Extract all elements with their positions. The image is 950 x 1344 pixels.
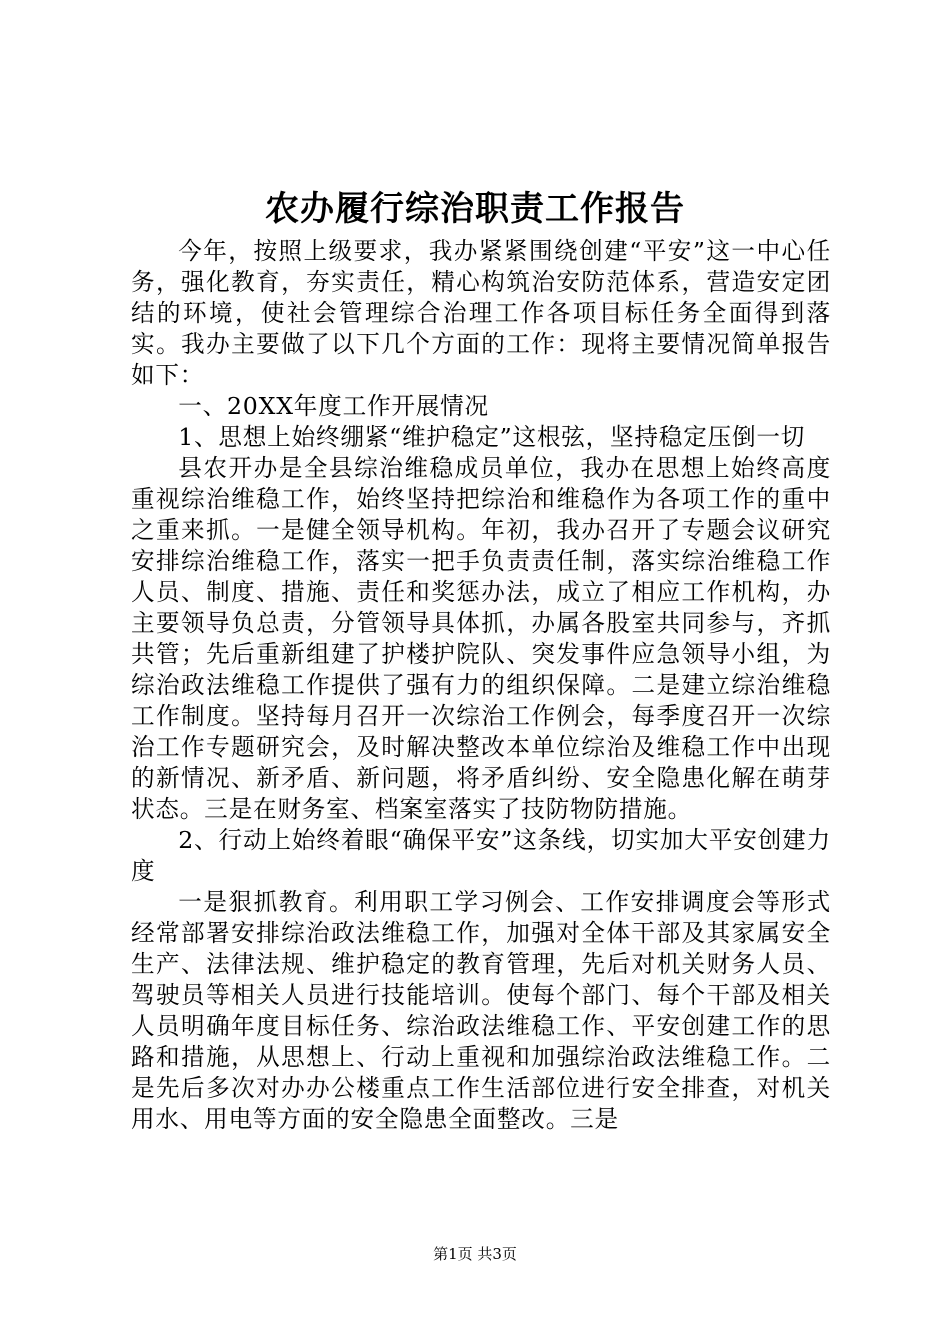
document-body (131, 236, 831, 1135)
subsection-heading-2: 2、行动上始终着眼“确保平安”这条线，切实加大平安创建力度 (131, 826, 831, 885)
intro-paragraph: 今年，按照上级要求，我办紧紧围绕创建“平安”这一中心任务，强化教育，夯实责任，精心构筑治安防范体系，营造安定团结的环境，使社会管理综合治理工作各项目标任务全面得到落实。我办主要做了以下几个方面的工作：现将主要情况简单报告如下： (131, 237, 831, 389)
subsection-heading-1: 1、思想上始终绷紧“维护稳定”这根弦，坚持稳定压倒一切 (178, 423, 806, 451)
body-paragraph-1: 县农开办是全县综治维稳成员单位，我办在思想上始终高度重视综治维稳工作，始终坚持把综治和维稳作为各项工作的重中之重来抓。一是健全领导机构。年初，我办召开了专题会议研究安排综治维稳工作，落实一把手负责责任制，落实综治维稳工作人员、制度、措施、责任和奖惩办法，成立了相应工作机构，办主要领导负总责，分管领导具体抓，办属各股室共同参与，齐抓共管；先后重新组建了护楼护院队、突发事件应急领导小组，为综治政法维稳工作提供了强有力的组织保障。二是建立综治维稳工作制度。坚持每月召开一次综治工作例会，每季度召开一次综治工作专题研究会，及时解决整改本单位综治及维稳工作中出现的新情况、新矛盾、新问题，将矛盾纠纷、安全隐患化解在萌芽状态。三是在财务室、档案室落实了技防物防措施。 (131, 454, 831, 823)
body-paragraph-2: 一是狠抓教育。利用职工学习例会、工作安排调度会等形式经常部署安排综治政法维稳工作，加强对全体干部及其家属安全生产、法律法规、维护稳定的教育管理，先后对机关财务人员、驾驶员等相关人员进行技能培训。使每个部门、每个干部及相关人员明确年度目标任务、综治政法维稳工作、平安创建工作的思路和措施，从思想上、行动上重视和加强综治政法维稳工作。二是先后多次对办办公楼重点工作生活部位进行安全排查，对机关用水、用电等方面的安全隐患全面整改。三是 (131, 888, 831, 1133)
section-heading: 一、20XX年度工作开展情况 (178, 392, 489, 420)
document-title: 农办履行综治职责工作报告 (265, 189, 685, 229)
page-footer: 第1页 共3页 (433, 1245, 517, 1263)
